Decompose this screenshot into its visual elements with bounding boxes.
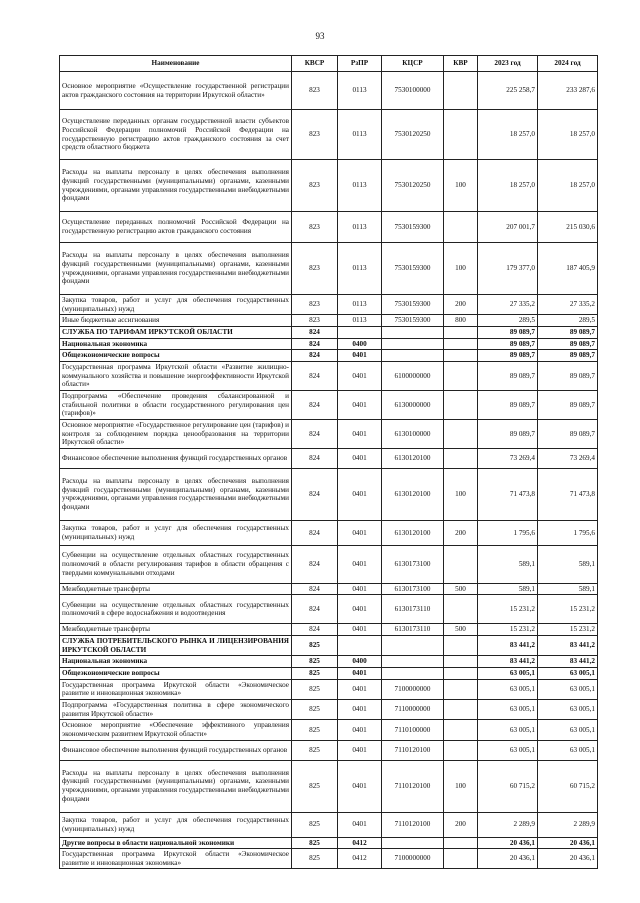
- cell-kvr: [444, 545, 478, 583]
- cell-kvsr: 824: [292, 361, 338, 390]
- header-kcsr: КЦСР: [382, 56, 444, 72]
- cell-2023: 589,1: [478, 583, 538, 595]
- cell-kvsr: 823: [292, 315, 338, 327]
- cell-kvr: 800: [444, 315, 478, 327]
- cell-kvsr: 823: [292, 160, 338, 212]
- cell-kvr: [444, 740, 478, 760]
- cell-kvr: 200: [444, 520, 478, 545]
- cell-kcsr: 6130120100: [382, 468, 444, 520]
- cell-2023: 179 377,0: [478, 243, 538, 295]
- cell-kcsr: 6130173110: [382, 595, 444, 624]
- cell-kcsr: 7100000000: [382, 679, 444, 699]
- cell-kvr: [444, 390, 478, 419]
- cell-2023: 63 005,1: [478, 668, 538, 680]
- cell-kvsr: 825: [292, 760, 338, 812]
- cell-kcsr: 7530159300: [382, 212, 444, 243]
- cell-rzpr: 0401: [338, 740, 382, 760]
- cell-rzpr: 0113: [338, 315, 382, 327]
- cell-2023: 83 441,2: [478, 656, 538, 668]
- cell-name: Закупка товаров, работ и услуг для обеспечения государственных (муниципальных) нужд: [60, 812, 292, 837]
- cell-kcsr: [382, 326, 444, 338]
- cell-name: Подпрограмма «Обеспечение проведения сбалансированной и стабильной политики в области государственного регулирования цен (тарифов)»: [60, 390, 292, 419]
- cell-kvr: [444, 338, 478, 350]
- table-row: [60, 812, 598, 837]
- cell-kvsr: 825: [292, 656, 338, 668]
- cell-rzpr: 0412: [338, 849, 382, 869]
- header-2023: 2023 год: [478, 56, 538, 72]
- cell-name: Расходы на выплаты персоналу в целях обеспечения выполнения функций государственными (муниципальными) органами, казенными учреждениями, органами управления государственными внебюджетными фондами: [60, 160, 292, 212]
- cell-rzpr: 0401: [338, 390, 382, 419]
- table-header-row: [60, 56, 598, 72]
- cell-rzpr: 0401: [338, 361, 382, 390]
- cell-2024: 18 257,0: [538, 160, 598, 212]
- cell-rzpr: 0113: [338, 72, 382, 110]
- cell-kcsr: 7110000000: [382, 699, 444, 719]
- cell-kcsr: [382, 636, 444, 656]
- cell-2023: 63 005,1: [478, 740, 538, 760]
- cell-2023: 2 289,9: [478, 812, 538, 837]
- cell-2023: 15 231,2: [478, 595, 538, 624]
- table-row: [60, 361, 598, 390]
- cell-kcsr: 7100000000: [382, 849, 444, 869]
- cell-kvr: 500: [444, 583, 478, 595]
- cell-kvr: 200: [444, 812, 478, 837]
- cell-rzpr: 0401: [338, 679, 382, 699]
- cell-kvsr: 824: [292, 419, 338, 448]
- table-row: [60, 760, 598, 812]
- cell-kvsr: 825: [292, 636, 338, 656]
- cell-name: Осуществление переданных полномочий Российской Федерации на государственную регистрацию актов гражданского состояния: [60, 212, 292, 243]
- cell-2024: 1 795,6: [538, 520, 598, 545]
- cell-rzpr: 0401: [338, 624, 382, 636]
- cell-rzpr: [338, 326, 382, 338]
- table-row: [60, 350, 598, 362]
- cell-kvsr: 823: [292, 110, 338, 160]
- cell-kcsr: [382, 338, 444, 350]
- header-kvr: КВР: [444, 56, 478, 72]
- cell-2023: 89 089,7: [478, 390, 538, 419]
- cell-name: Финансовое обеспечение выполнения функций государственных органов: [60, 448, 292, 468]
- table-row: [60, 740, 598, 760]
- cell-2023: 18 257,0: [478, 160, 538, 212]
- cell-kvr: [444, 595, 478, 624]
- header-2024: 2024 год: [538, 56, 598, 72]
- cell-kvsr: 825: [292, 699, 338, 719]
- cell-2024: 63 005,1: [538, 720, 598, 740]
- cell-rzpr: 0401: [338, 583, 382, 595]
- cell-kvr: 100: [444, 468, 478, 520]
- cell-kcsr: 6130120100: [382, 520, 444, 545]
- cell-kvsr: 824: [292, 448, 338, 468]
- cell-kvr: [444, 699, 478, 719]
- cell-name: Расходы на выплаты персоналу в целях обеспечения выполнения функций государственными (муниципальными) органами, казенными учреждениями, органами управления государственными внебюджетными фондами: [60, 760, 292, 812]
- cell-2023: 89 089,7: [478, 419, 538, 448]
- table-row: [60, 448, 598, 468]
- cell-2023: 63 005,1: [478, 720, 538, 740]
- cell-name: Государственная программа Иркутской области «Экономическое развитие и инновационная экономика»: [60, 679, 292, 699]
- cell-2024: 83 441,2: [538, 656, 598, 668]
- cell-kcsr: 7110120100: [382, 760, 444, 812]
- cell-kvr: [444, 110, 478, 160]
- cell-name: Расходы на выплаты персоналу в целях обеспечения выполнения функций государственными (муниципальными) органами, казенными учреждениями, органами управления государственными внебюджетными фондами: [60, 243, 292, 295]
- table-row: [60, 595, 598, 624]
- cell-kvsr: 825: [292, 740, 338, 760]
- cell-2023: 15 231,2: [478, 624, 538, 636]
- cell-name: СЛУЖБА ПО ТАРИФАМ ИРКУТСКОЙ ОБЛАСТИ: [60, 326, 292, 338]
- cell-2024: 215 030,6: [538, 212, 598, 243]
- cell-kvr: 500: [444, 624, 478, 636]
- cell-name: Субвенции на осуществление отдельных областных государственных полномочий в сфере водоснабжения и водоотведения: [60, 595, 292, 624]
- cell-name: Расходы на выплаты персоналу в целях обеспечения выполнения функций государственными (муниципальными) органами, казенными учреждениями, органами управления государственными внебюджетными фондами: [60, 468, 292, 520]
- cell-name: Межбюджетные трансферты: [60, 583, 292, 595]
- table-row: [60, 656, 598, 668]
- cell-2023: 20 436,1: [478, 837, 538, 849]
- cell-rzpr: 0412: [338, 837, 382, 849]
- cell-kvr: [444, 636, 478, 656]
- cell-kvsr: 825: [292, 679, 338, 699]
- table-row: [60, 468, 598, 520]
- cell-name: Основное мероприятие «Государственное регулирование цен (тарифов) и контроля за соблюдением порядка ценообразования на территории Иркутской области»: [60, 419, 292, 448]
- cell-kvr: [444, 448, 478, 468]
- cell-kvr: [444, 72, 478, 110]
- cell-2024: 589,1: [538, 583, 598, 595]
- cell-kvsr: 824: [292, 468, 338, 520]
- cell-name: Осуществление переданных органам государственной власти субъектов Российской Федерации полномочий Российской Федерации на государственную регистрацию актов гражданского состояния за счет средств областного бюджета: [60, 110, 292, 160]
- cell-2024: 89 089,7: [538, 419, 598, 448]
- cell-2024: 15 231,2: [538, 624, 598, 636]
- cell-name: Иные бюджетные ассигнования: [60, 315, 292, 327]
- cell-kvr: [444, 668, 478, 680]
- cell-name: Закупка товаров, работ и услуг для обеспечения государственных (муниципальных) нужд: [60, 295, 292, 315]
- cell-rzpr: 0400: [338, 338, 382, 350]
- cell-kcsr: 6130173100: [382, 545, 444, 583]
- cell-kvr: 100: [444, 760, 478, 812]
- cell-name: Общеэкономические вопросы: [60, 350, 292, 362]
- cell-kcsr: [382, 350, 444, 362]
- cell-name: Подпрограмма «Государственная политика в сфере экономического развития Иркутской области»: [60, 699, 292, 719]
- cell-kcsr: 7530120250: [382, 160, 444, 212]
- cell-rzpr: 0401: [338, 720, 382, 740]
- cell-kvsr: 825: [292, 812, 338, 837]
- cell-2023: 1 795,6: [478, 520, 538, 545]
- table-row: [60, 160, 598, 212]
- cell-name: Основное мероприятие «Осуществление государственной регистрации актов гражданского состояния на территории Иркутской области»: [60, 72, 292, 110]
- cell-2024: 20 436,1: [538, 849, 598, 869]
- cell-2023: 89 089,7: [478, 326, 538, 338]
- cell-kvsr: 823: [292, 243, 338, 295]
- cell-2023: 225 258,7: [478, 72, 538, 110]
- cell-2024: 60 715,2: [538, 760, 598, 812]
- cell-kvr: [444, 419, 478, 448]
- cell-2024: 89 089,7: [538, 338, 598, 350]
- table-row: [60, 212, 598, 243]
- cell-rzpr: 0113: [338, 295, 382, 315]
- cell-kvr: [444, 361, 478, 390]
- cell-2023: 73 269,4: [478, 448, 538, 468]
- cell-2023: 63 005,1: [478, 699, 538, 719]
- cell-kcsr: [382, 837, 444, 849]
- cell-2023: 207 001,7: [478, 212, 538, 243]
- table-row: [60, 110, 598, 160]
- cell-2024: 2 289,9: [538, 812, 598, 837]
- cell-kvsr: 824: [292, 350, 338, 362]
- header-name: Наименование: [60, 56, 292, 72]
- table-row: [60, 419, 598, 448]
- table-body: [60, 72, 598, 869]
- cell-kcsr: 7530159300: [382, 315, 444, 327]
- cell-kvr: 200: [444, 295, 478, 315]
- cell-kcsr: 6130100000: [382, 419, 444, 448]
- cell-kvr: [444, 350, 478, 362]
- cell-2024: 15 231,2: [538, 595, 598, 624]
- cell-kvsr: 824: [292, 624, 338, 636]
- cell-kvsr: 824: [292, 326, 338, 338]
- table-row: [60, 720, 598, 740]
- table-row: [60, 72, 598, 110]
- cell-rzpr: 0401: [338, 668, 382, 680]
- cell-2024: 89 089,7: [538, 361, 598, 390]
- cell-rzpr: [338, 636, 382, 656]
- page-number: 93: [315, 31, 325, 41]
- cell-2023: 89 089,7: [478, 350, 538, 362]
- cell-rzpr: 0113: [338, 243, 382, 295]
- table-row: [60, 624, 598, 636]
- cell-2024: 73 269,4: [538, 448, 598, 468]
- cell-kvr: [444, 326, 478, 338]
- cell-kcsr: 7110120100: [382, 812, 444, 837]
- cell-2023: 89 089,7: [478, 361, 538, 390]
- cell-kvr: [444, 212, 478, 243]
- cell-2024: 63 005,1: [538, 668, 598, 680]
- cell-2023: 289,5: [478, 315, 538, 327]
- cell-2024: 233 287,6: [538, 72, 598, 110]
- cell-2023: 27 335,2: [478, 295, 538, 315]
- cell-rzpr: 0113: [338, 110, 382, 160]
- cell-kvsr: 825: [292, 668, 338, 680]
- budget-table: [59, 55, 598, 869]
- cell-name: Межбюджетные трансферты: [60, 624, 292, 636]
- cell-kcsr: 7110120100: [382, 740, 444, 760]
- cell-rzpr: 0113: [338, 212, 382, 243]
- cell-rzpr: 0401: [338, 699, 382, 719]
- cell-name: Субвенции на осуществление отдельных областных государственных полномочий в области регулирования тарифов в области обращения с твердыми коммунальными отходами: [60, 545, 292, 583]
- cell-name: Другие вопросы в области национальной экономики: [60, 837, 292, 849]
- cell-kvr: 100: [444, 160, 478, 212]
- table-row: [60, 243, 598, 295]
- cell-kcsr: 6130173110: [382, 624, 444, 636]
- table-row: [60, 583, 598, 595]
- cell-2024: 289,5: [538, 315, 598, 327]
- table-row: [60, 849, 598, 869]
- cell-kcsr: 6130000000: [382, 390, 444, 419]
- cell-kvr: [444, 679, 478, 699]
- cell-2023: 71 473,8: [478, 468, 538, 520]
- cell-kvsr: 824: [292, 583, 338, 595]
- cell-2024: 89 089,7: [538, 390, 598, 419]
- cell-kcsr: 7530159300: [382, 295, 444, 315]
- cell-kcsr: 7110100000: [382, 720, 444, 740]
- cell-kvsr: 823: [292, 212, 338, 243]
- cell-rzpr: 0401: [338, 545, 382, 583]
- cell-2024: 18 257,0: [538, 110, 598, 160]
- cell-kvsr: 825: [292, 720, 338, 740]
- header-kvsr: КВСР: [292, 56, 338, 72]
- cell-name: Основное мероприятие «Обеспечение эффективного управления экономическим развитием Иркутской области»: [60, 720, 292, 740]
- cell-2024: 187 405,9: [538, 243, 598, 295]
- cell-kcsr: [382, 668, 444, 680]
- cell-2024: 89 089,7: [538, 326, 598, 338]
- cell-kcsr: 6100000000: [382, 361, 444, 390]
- table-row: [60, 520, 598, 545]
- header-rzpr: РзПР: [338, 56, 382, 72]
- table-row: [60, 545, 598, 583]
- cell-rzpr: 0401: [338, 448, 382, 468]
- cell-name: Национальная экономика: [60, 338, 292, 350]
- cell-kvsr: 824: [292, 338, 338, 350]
- cell-kcsr: 7530100000: [382, 72, 444, 110]
- table-row: [60, 837, 598, 849]
- cell-kvsr: 823: [292, 72, 338, 110]
- cell-rzpr: 0401: [338, 760, 382, 812]
- table-row: [60, 699, 598, 719]
- cell-kcsr: 6130120100: [382, 448, 444, 468]
- cell-2023: 60 715,2: [478, 760, 538, 812]
- cell-rzpr: 0401: [338, 419, 382, 448]
- cell-rzpr: 0400: [338, 656, 382, 668]
- table-row: [60, 390, 598, 419]
- table-row: [60, 668, 598, 680]
- cell-2023: 18 257,0: [478, 110, 538, 160]
- cell-2024: 63 005,1: [538, 679, 598, 699]
- cell-rzpr: 0401: [338, 595, 382, 624]
- cell-kcsr: 7530120250: [382, 110, 444, 160]
- cell-kvsr: 824: [292, 595, 338, 624]
- cell-kvr: [444, 656, 478, 668]
- cell-2023: 589,1: [478, 545, 538, 583]
- cell-2024: 27 335,2: [538, 295, 598, 315]
- cell-kvr: [444, 720, 478, 740]
- cell-kcsr: [382, 656, 444, 668]
- cell-2023: 83 441,2: [478, 636, 538, 656]
- cell-2024: 63 005,1: [538, 740, 598, 760]
- cell-name: СЛУЖБА ПОТРЕБИТЕЛЬСКОГО РЫНКА И ЛИЦЕНЗИРОВАНИЯ ИРКУТСКОЙ ОБЛАСТИ: [60, 636, 292, 656]
- cell-rzpr: 0401: [338, 350, 382, 362]
- cell-2024: 71 473,8: [538, 468, 598, 520]
- cell-kvsr: 823: [292, 295, 338, 315]
- cell-kcsr: 6130173100: [382, 583, 444, 595]
- cell-2024: 89 089,7: [538, 350, 598, 362]
- cell-2023: 20 436,1: [478, 849, 538, 869]
- cell-kvsr: 825: [292, 837, 338, 849]
- cell-kvsr: 825: [292, 849, 338, 869]
- table-row: [60, 295, 598, 315]
- cell-kvr: 100: [444, 243, 478, 295]
- cell-kvsr: 824: [292, 520, 338, 545]
- cell-2024: 20 436,1: [538, 837, 598, 849]
- table-row: [60, 636, 598, 656]
- table-row: [60, 315, 598, 327]
- cell-2023: 63 005,1: [478, 679, 538, 699]
- cell-kvr: [444, 849, 478, 869]
- cell-kcsr: 7530159300: [382, 243, 444, 295]
- cell-rzpr: 0401: [338, 812, 382, 837]
- cell-2023: 89 089,7: [478, 338, 538, 350]
- cell-kvr: [444, 837, 478, 849]
- cell-rzpr: 0113: [338, 160, 382, 212]
- cell-name: Финансовое обеспечение выполнения функций государственных органов: [60, 740, 292, 760]
- cell-2024: 63 005,1: [538, 699, 598, 719]
- table-row: [60, 338, 598, 350]
- cell-name: Государственная программа Иркутской области «Развитие жилищно-коммунального хозяйства и повышение энергоэффективности Иркутской области»: [60, 361, 292, 390]
- cell-kvsr: 824: [292, 545, 338, 583]
- cell-2024: 83 441,2: [538, 636, 598, 656]
- table-row: [60, 679, 598, 699]
- cell-2024: 589,1: [538, 545, 598, 583]
- cell-name: Закупка товаров, работ и услуг для обеспечения государственных (муниципальных) нужд: [60, 520, 292, 545]
- cell-name: Государственная программа Иркутской области «Экономическое развитие и инновационная экономика»: [60, 849, 292, 869]
- cell-rzpr: 0401: [338, 520, 382, 545]
- cell-kvsr: 824: [292, 390, 338, 419]
- cell-name: Общеэкономические вопросы: [60, 668, 292, 680]
- cell-name: Национальная экономика: [60, 656, 292, 668]
- cell-rzpr: 0401: [338, 468, 382, 520]
- table-row: [60, 326, 598, 338]
